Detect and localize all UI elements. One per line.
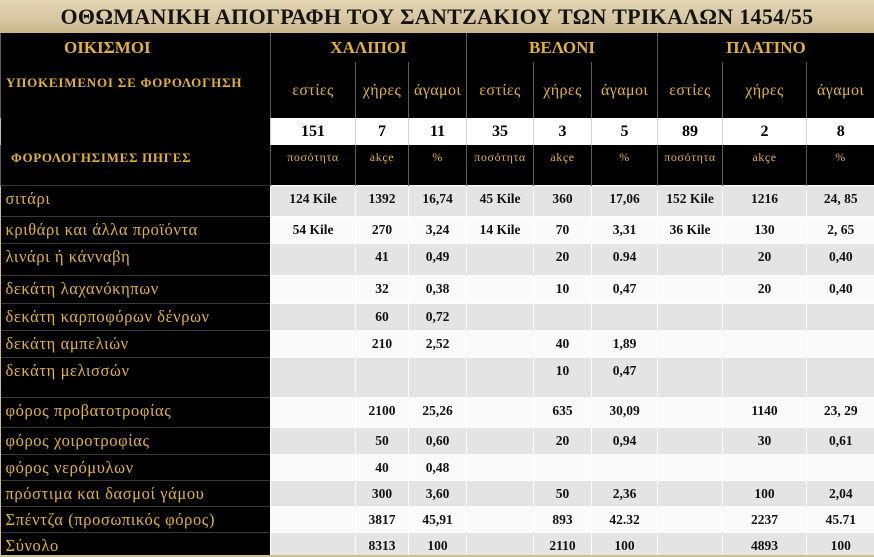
veloni-percent [592,303,658,330]
veloni-akce: 20 [534,427,592,454]
veloni-quantity [467,532,534,555]
empty-label-cell [1,118,271,145]
taxpayers-label: ΥΠΟΚΕΙΜΕΝΟΙ ΣΕ ΦΟΡΟΛΟΓΗΣΗ [1,62,271,118]
veloni-percent: 0,94 [592,427,658,454]
chalipoi-akce: 8313 [356,532,409,555]
column-header-percent: % [807,145,874,185]
chalipoi-percent: 16,74 [409,185,467,216]
veloni-percent: 3,31 [592,216,658,243]
column-header-quantity: ποσότητα [658,145,723,185]
chalipoi-percent: 25,26 [409,397,467,427]
platino-quantity [658,532,723,555]
veloni-percent: 1,89 [592,330,658,357]
platino-quantity: 36 Kile [658,216,723,243]
chalipoi-percent: 3,60 [409,480,467,506]
chalipoi-akce: 300 [356,480,409,506]
veloni-hearths-count: 35 [467,118,534,145]
table-row-total [1,532,874,555]
chalipoi-quantity [271,454,356,480]
chalipoi-akce: 32 [356,275,409,303]
chalipoi-percent: 2,52 [409,330,467,357]
platino-percent: 100 [807,532,874,555]
platino-akce [723,303,807,330]
platino-akce: 2237 [723,506,807,532]
platino-akce: 130 [723,216,807,243]
platino-akce: 1140 [723,397,807,427]
veloni-akce: 10 [534,357,592,397]
platino-quantity [658,330,723,357]
veloni-akce [534,303,592,330]
platino-percent [807,330,874,357]
settlement-header-platino: ΠΛΑΤΙΝΟ [658,33,874,62]
veloni-akce: 2110 [534,532,592,555]
veloni-quantity [467,330,534,357]
platino-quantity [658,275,723,303]
settlements-header-row [1,33,874,62]
tax-sources-header-row [1,145,874,185]
veloni-percent: 100 [592,532,658,555]
veloni-quantity [467,480,534,506]
table-row-beehive-tithe [1,357,874,397]
column-header-widows: χήρες [356,62,409,118]
platino-akce: 1216 [723,185,807,216]
column-header-akce: akçe [534,145,592,185]
chalipoi-percent: 100 [409,532,467,555]
row-label: πρόστιμα και δασμοί γάμου [1,480,271,506]
chalipoi-akce: 2100 [356,397,409,427]
column-header-hearths: εστίες [658,62,723,118]
chalipoi-akce: 41 [356,243,409,275]
platino-quantity [658,427,723,454]
veloni-percent: 0,47 [592,357,658,397]
chalipoi-akce: 210 [356,330,409,357]
chalipoi-quantity [271,357,356,397]
column-header-widows: χήρες [723,62,807,118]
chalipoi-quantity [271,243,356,275]
platino-quantity [658,506,723,532]
veloni-quantity [467,275,534,303]
platino-akce: 4893 [723,532,807,555]
veloni-percent: 2,36 [592,480,658,506]
veloni-akce [534,454,592,480]
platino-quantity [658,357,723,397]
platino-quantity [658,454,723,480]
chalipoi-percent: 45,91 [409,506,467,532]
chalipoi-quantity: 54 Kile [271,216,356,243]
table-row-watermill-tax [1,454,874,480]
column-header-percent: % [409,145,467,185]
platino-quantity [658,303,723,330]
chalipoi-percent: 0,72 [409,303,467,330]
platino-quantity [658,243,723,275]
chalipoi-percent: 0,48 [409,454,467,480]
column-header-akce: akçe [356,145,409,185]
chalipoi-quantity [271,303,356,330]
table-row-barley [1,216,874,243]
veloni-quantity [467,397,534,427]
veloni-akce: 360 [534,185,592,216]
chalipoi-percent: 0,38 [409,275,467,303]
platino-akce [723,454,807,480]
table-row-fruit-tree-tithe [1,303,874,330]
veloni-quantity [467,427,534,454]
chalipoi-akce: 40 [356,454,409,480]
chalipoi-percent [409,357,467,397]
platino-quantity [658,480,723,506]
census-table [0,33,874,555]
column-header-unmarried: άγαμοι [592,62,658,118]
veloni-quantity [467,303,534,330]
veloni-percent [592,454,658,480]
platino-percent: 2, 65 [807,216,874,243]
column-header-akce: akçe [723,145,807,185]
taxpayers-header-row [1,62,874,118]
veloni-percent: 42.32 [592,506,658,532]
platino-akce [723,330,807,357]
column-header-hearths: εστίες [271,62,356,118]
platino-percent: 24, 85 [807,185,874,216]
veloni-akce: 40 [534,330,592,357]
row-label: σιτάρι [1,185,271,216]
veloni-akce: 70 [534,216,592,243]
chalipoi-quantity [271,506,356,532]
platino-percent [807,357,874,397]
chalipoi-quantity [271,532,356,555]
row-label: Σπέντζα (προσωπικός φόρος) [1,506,271,532]
platino-percent: 0,61 [807,427,874,454]
chalipoi-akce: 1392 [356,185,409,216]
platino-percent: 0,40 [807,243,874,275]
chalipoi-widows-count: 7 [356,118,409,145]
veloni-percent: 0.94 [592,243,658,275]
platino-hearths-count: 89 [658,118,723,145]
platino-percent [807,454,874,480]
platino-quantity [658,397,723,427]
table-row-fines-and-marriage-dues [1,480,874,506]
veloni-widows-count: 3 [534,118,592,145]
row-label: κριθάρι και άλλα προϊόντα [1,216,271,243]
platino-quantity: 152 Kile [658,185,723,216]
chalipoi-quantity [271,275,356,303]
platino-unmarried-count: 8 [807,118,874,145]
chalipoi-akce: 60 [356,303,409,330]
veloni-quantity: 14 Kile [467,216,534,243]
column-header-unmarried: άγαμοι [409,62,467,118]
platino-percent: 0,40 [807,275,874,303]
veloni-quantity [467,454,534,480]
veloni-percent: 30,09 [592,397,658,427]
table-row-wheat [1,185,874,216]
table-row-flax-or-hemp [1,243,874,275]
veloni-quantity [467,506,534,532]
row-label: δεκάτη καρποφόρων δένρων [1,303,271,330]
platino-akce [723,357,807,397]
chalipoi-quantity [271,397,356,427]
column-header-widows: χήρες [534,62,592,118]
platino-percent: 23, 29 [807,397,874,427]
platino-percent [807,303,874,330]
platino-akce: 100 [723,480,807,506]
column-header-quantity: ποσότητα [467,145,534,185]
platino-percent: 2,04 [807,480,874,506]
chalipoi-unmarried-count: 11 [409,118,467,145]
row-label: δεκάτη λαχανόκηπων [1,275,271,303]
settlements-label: ΟΙΚΙΣΜΟΙ [1,33,271,62]
veloni-percent: 17,06 [592,185,658,216]
table-row-pig-breeding-tax [1,427,874,454]
taxpayer-counts-row [1,118,874,145]
veloni-quantity: 45 Kile [467,185,534,216]
table-row-vineyard-tithe [1,330,874,357]
chalipoi-akce [356,357,409,397]
veloni-akce: 893 [534,506,592,532]
table-row-sheep-breeding-tax [1,397,874,427]
platino-akce: 20 [723,243,807,275]
platino-percent: 45.71 [807,506,874,532]
veloni-akce: 10 [534,275,592,303]
row-label: Σύνολο [1,532,271,555]
page-title: ΟΘΩΜΑΝΙΚΗ ΑΠΟΓΡΑΦΗ ΤΟΥ ΣΑΝΤΖΑΚΙΟΥ ΤΩΝ ΤΡΙΚΑΛΩΝ 1454/55 [0,0,874,33]
veloni-akce: 50 [534,480,592,506]
chalipoi-percent: 0,60 [409,427,467,454]
veloni-akce: 635 [534,397,592,427]
platino-akce: 30 [723,427,807,454]
row-label: φόρος προβατοτροφίας [1,397,271,427]
platino-widows-count: 2 [723,118,807,145]
column-header-hearths: εστίες [467,62,534,118]
chalipoi-akce: 270 [356,216,409,243]
table-row-spendza-personal-tax [1,506,874,532]
tax-sources-label: ΦΟΡΟΛΟΓΗΣΙΜΕΣ ΠΗΓΕΣ [1,145,271,185]
chalipoi-percent: 3,24 [409,216,467,243]
column-header-percent: % [592,145,658,185]
chalipoi-akce: 3817 [356,506,409,532]
veloni-akce: 20 [534,243,592,275]
chalipoi-akce: 50 [356,427,409,454]
chalipoi-percent: 0,49 [409,243,467,275]
row-label: φόρος χοιροτροφίας [1,427,271,454]
row-label: λινάρι ή κάνναβη [1,243,271,275]
veloni-percent: 0,47 [592,275,658,303]
column-header-unmarried: άγαμοι [807,62,874,118]
row-label: δεκάτη μελισσών [1,357,271,397]
veloni-quantity [467,243,534,275]
row-label: δεκάτη αμπελιών [1,330,271,357]
chalipoi-quantity [271,427,356,454]
table-row-vegetable-garden-tithe [1,275,874,303]
chalipoi-quantity [271,330,356,357]
chalipoi-quantity: 124 Kile [271,185,356,216]
settlement-header-veloni: ΒΕΛΟΝΙ [467,33,658,62]
chalipoi-hearths-count: 151 [271,118,356,145]
platino-akce: 20 [723,275,807,303]
settlement-header-chalipoi: ΧΑΛΙΠΟΙ [271,33,467,62]
row-label: φόρος νερόμυλων [1,454,271,480]
column-header-quantity: ποσότητα [271,145,356,185]
veloni-quantity [467,357,534,397]
veloni-unmarried-count: 5 [592,118,658,145]
chalipoi-quantity [271,480,356,506]
